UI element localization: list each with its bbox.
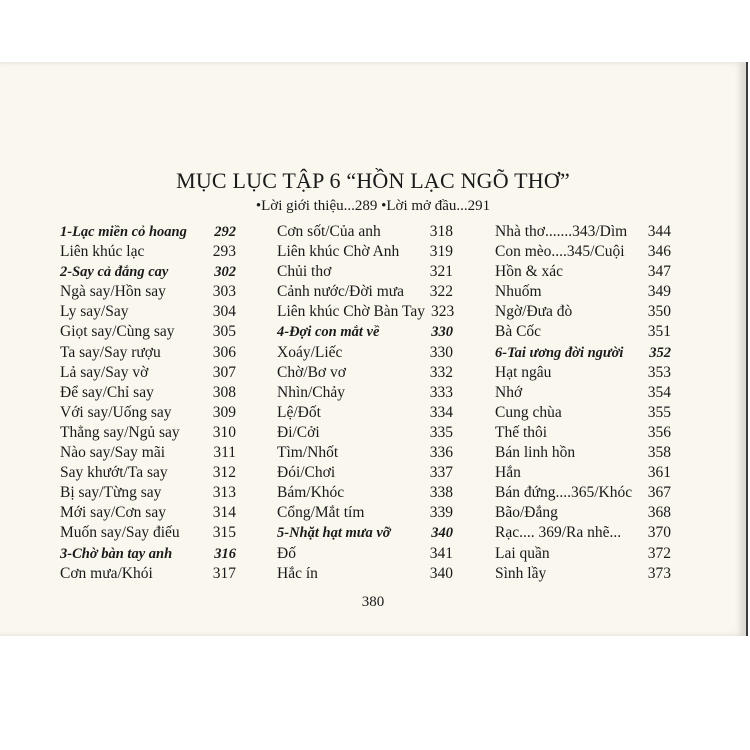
toc-entry-title: Giọt say/Cùng say [60,323,175,341]
toc-entry [495,383,671,403]
toc-entry-title: Con mèo....345/Cuội [495,243,625,261]
toc-entry-title: Ngờ/Đưa đò [495,303,573,321]
page-number: 380 [361,594,385,610]
toc-entry [277,222,453,242]
toc-entry-title: Với say/Uống say [60,403,172,421]
toc-entry-title: 4-Đợi con mắt về [277,324,380,341]
toc-entry-title: Thế thôi [495,423,548,441]
toc-entry [60,503,236,523]
toc-entry-page: 334 [429,403,453,421]
toc-entry [277,242,453,262]
toc-entry-title: Cổng/Mắt tím [277,504,365,522]
toc-entry-page: 302 [214,264,236,281]
toc-entry-title: Bão/Đắng [495,504,558,522]
toc-entry [277,262,453,282]
toc-entry-title: Cảnh nước/Đời mưa [277,283,405,301]
toc-entry-title: Liên khúc Chờ Bàn Tay [277,303,426,321]
toc-entry-page: 372 [647,544,671,562]
toc-entry-title: 5-Nhặt hạt mưa vỡ [277,525,391,542]
toc-entry-title: Hạt ngâu [495,363,552,381]
toc-entry-page: 337 [429,464,453,482]
toc-column-3 [495,222,671,584]
toc-entry-page: 355 [647,403,671,421]
toc-entry [495,443,671,463]
toc-entry [495,403,671,423]
toc-entry-page: 309 [212,403,236,421]
toc-entry-title: Liên khúc Chờ Anh [277,243,400,261]
toc-entry-title: Bám/Khóc [277,484,345,502]
toc-section-heading [60,222,236,242]
toc-entry-page: 367 [647,484,671,502]
toc-entry-title: Liên khúc lạc [60,243,145,261]
toc-entry [60,343,236,363]
toc-entry-title: 6-Tai ương đời người [495,344,624,361]
toc-entry-title: Hồn & xác [495,263,564,281]
toc-entry-page: 323 [431,303,455,321]
toc-entry [495,363,671,383]
toc-entry-page: 316 [214,545,236,562]
toc-entry-title: Cơn mưa/Khói [60,564,153,582]
toc-entry-page: 310 [212,423,236,441]
toc-entry [495,483,671,503]
toc-entry-title: Mới say/Cơn say [60,504,166,522]
toc-entry-title: Đi/Cởi [277,423,320,441]
toc-entry-page: 304 [212,303,236,321]
toc-entry-page: 353 [647,363,671,381]
toc-entry-page: 349 [647,283,671,301]
toc-entry-page: 373 [647,564,671,582]
toc-entry-title: Ngà say/Hồn say [60,283,166,301]
toc-entry-page: 370 [647,524,671,542]
toc-entry-page: 330 [429,343,453,361]
toc-entry-page: 351 [647,323,671,341]
intro-line: •Lời giới thiệu...289 •Lời mở đầu...291 [255,198,491,214]
toc-entry [495,222,671,242]
toc-entry-title: Hắc ín [277,564,318,582]
toc-entry [60,363,236,383]
toc-entry [495,302,671,322]
toc-entry-title: Muốn say/Say điếu [60,524,180,542]
toc-entry [60,282,236,302]
toc-column-1 [60,222,236,584]
toc-entry-title: Thẳng say/Ngủ say [60,423,180,441]
toc-entry-page: 346 [647,243,671,261]
toc-entry [60,483,236,503]
toc-entry-page: 315 [212,524,236,542]
toc-entry [60,463,236,483]
toc-entry-page: 318 [429,223,453,240]
toc-entry-page: 319 [429,243,453,261]
toc-entry-page: 293 [212,243,236,261]
toc-entry-title: Bán linh hồn [495,444,576,462]
toc-entry [495,463,671,483]
toc-entry-page: 306 [212,343,236,361]
toc-entry-title: Tìm/Nhốt [277,444,339,462]
toc-entry [277,423,453,443]
toc-entry [60,523,236,543]
toc-entry-title: Lệ/Đốt [277,403,321,421]
toc-entry [277,544,453,564]
toc-entry [60,443,236,463]
toc-entry-page: 311 [213,444,236,462]
toc-entry-title: 3-Chờ bàn tay anh [60,545,173,562]
toc-column-2 [277,222,453,584]
toc-entry-page: 307 [212,363,236,381]
toc-entry-title: Đói/Chơi [277,464,336,482]
toc-entry [277,443,453,463]
toc-entry [495,262,671,282]
toc-entry-page: 312 [212,464,236,482]
toc-entry-title: Nào say/Say mãi [60,444,166,462]
toc-entry-page: 308 [212,383,236,401]
toc-entry [277,383,453,403]
toc-entry [495,523,671,543]
toc-entry [277,302,453,322]
toc-entry [277,483,453,503]
toc-entry-title: Chủi thơ [277,263,332,281]
toc-entry [277,463,453,483]
toc-entry-title: Nhìn/Chảy [277,383,346,401]
toc-entry-page: 347 [647,263,671,281]
toc-entry-page: 305 [212,323,236,341]
book-page [0,62,748,636]
toc-entry [495,564,671,584]
toc-entry-title: 2-Say cả đắng cay [60,264,169,281]
toc-section-heading [495,343,671,363]
toc-entry [60,242,236,262]
toc-entry-page: 340 [429,564,453,582]
toc-section-heading [60,262,236,282]
toc-entry-page: 333 [429,383,453,401]
toc-entry-title: Say khướt/Ta say [60,464,168,482]
toc-entry-page: 335 [429,423,453,441]
toc-entry [277,363,453,383]
toc-entry [277,282,453,302]
toc-entry-page: 303 [212,283,236,301]
toc-entry [60,403,236,423]
toc-entry-title: Để say/Chỉ say [60,383,154,401]
toc-entry-page: 330 [431,324,453,341]
toc-entry-title: Lả say/Say vờ [60,363,149,381]
toc-entry-page: 358 [647,444,671,462]
toc-entry-page: 336 [429,444,453,462]
toc-entry-title: Nhà thơ.......343/Dìm [495,223,628,240]
toc-section-heading [277,523,453,543]
toc-entry-title: Bà Cốc [495,323,542,341]
toc-entry-page: 292 [214,224,236,240]
toc-entry-title: Hắn [495,464,521,482]
toc-entry-page: 368 [647,504,671,522]
toc-entry [277,564,453,584]
toc-entry-title: Chờ/Bơ vơ [277,363,346,381]
toc-entry-title: Lai quần [495,544,550,562]
toc-entry-title: Xoáy/Liếc [277,343,343,361]
toc-entry-title: Nhớ [495,383,523,401]
toc-entry-page: 341 [429,544,453,562]
toc-entry-title: Cơn sốt/Của anh [277,223,381,240]
toc-entry-page: 344 [647,223,671,240]
toc-entry-title: Bị say/Từng say [60,484,162,502]
toc-entry-page: 339 [429,504,453,522]
toc-entry-page: 317 [212,564,236,582]
toc-entry-page: 321 [429,263,453,281]
toc-entry [495,503,671,523]
toc-entry-title: Ta say/Say rượu [60,343,161,361]
toc-entry-page: 322 [429,283,453,301]
toc-entry [277,503,453,523]
toc-entry-page: 338 [429,484,453,502]
toc-section-heading [60,544,236,564]
toc-entry [60,423,236,443]
toc-entry-title: Rạc.... 369/Ra nhẽ... [495,524,622,542]
toc-entry-page: 354 [647,383,671,401]
toc-entry-page: 350 [647,303,671,321]
toc-entry-page: 314 [212,504,236,522]
toc-entry-page: 340 [431,525,453,542]
toc-entry [277,403,453,423]
toc-entry-page: 356 [647,423,671,441]
toc-entry [495,242,671,262]
toc-entry-title: Nhuốm [495,283,542,301]
toc-entry [60,302,236,322]
toc-entry [495,544,671,564]
toc-entry-title: Bán đứng....365/Khóc [495,484,633,502]
toc-entry [60,383,236,403]
toc-entry-title: Sình lầy [495,564,547,582]
toc-entry-page: 352 [649,344,671,361]
toc-entry [495,282,671,302]
toc-entry-page: 332 [429,363,453,381]
toc-entry-title: Ly say/Say [60,303,129,321]
page-title: MỤC LỤC TẬP 6 “HỒN LẠC NGÕ THƠ” [176,168,570,193]
toc-entry-page: 361 [647,464,671,482]
toc-entry-page: 313 [212,484,236,502]
toc-entry-title: 1-Lạc miền cỏ hoang [60,224,187,240]
toc-entry [495,322,671,342]
toc-entry-title: Đố [277,544,296,562]
toc-entry [277,343,453,363]
toc-section-heading [277,322,453,342]
toc-entry [60,322,236,342]
toc-entry-title: Cung chùa [495,403,562,421]
toc-entry [60,564,236,584]
toc-entry [495,423,671,443]
